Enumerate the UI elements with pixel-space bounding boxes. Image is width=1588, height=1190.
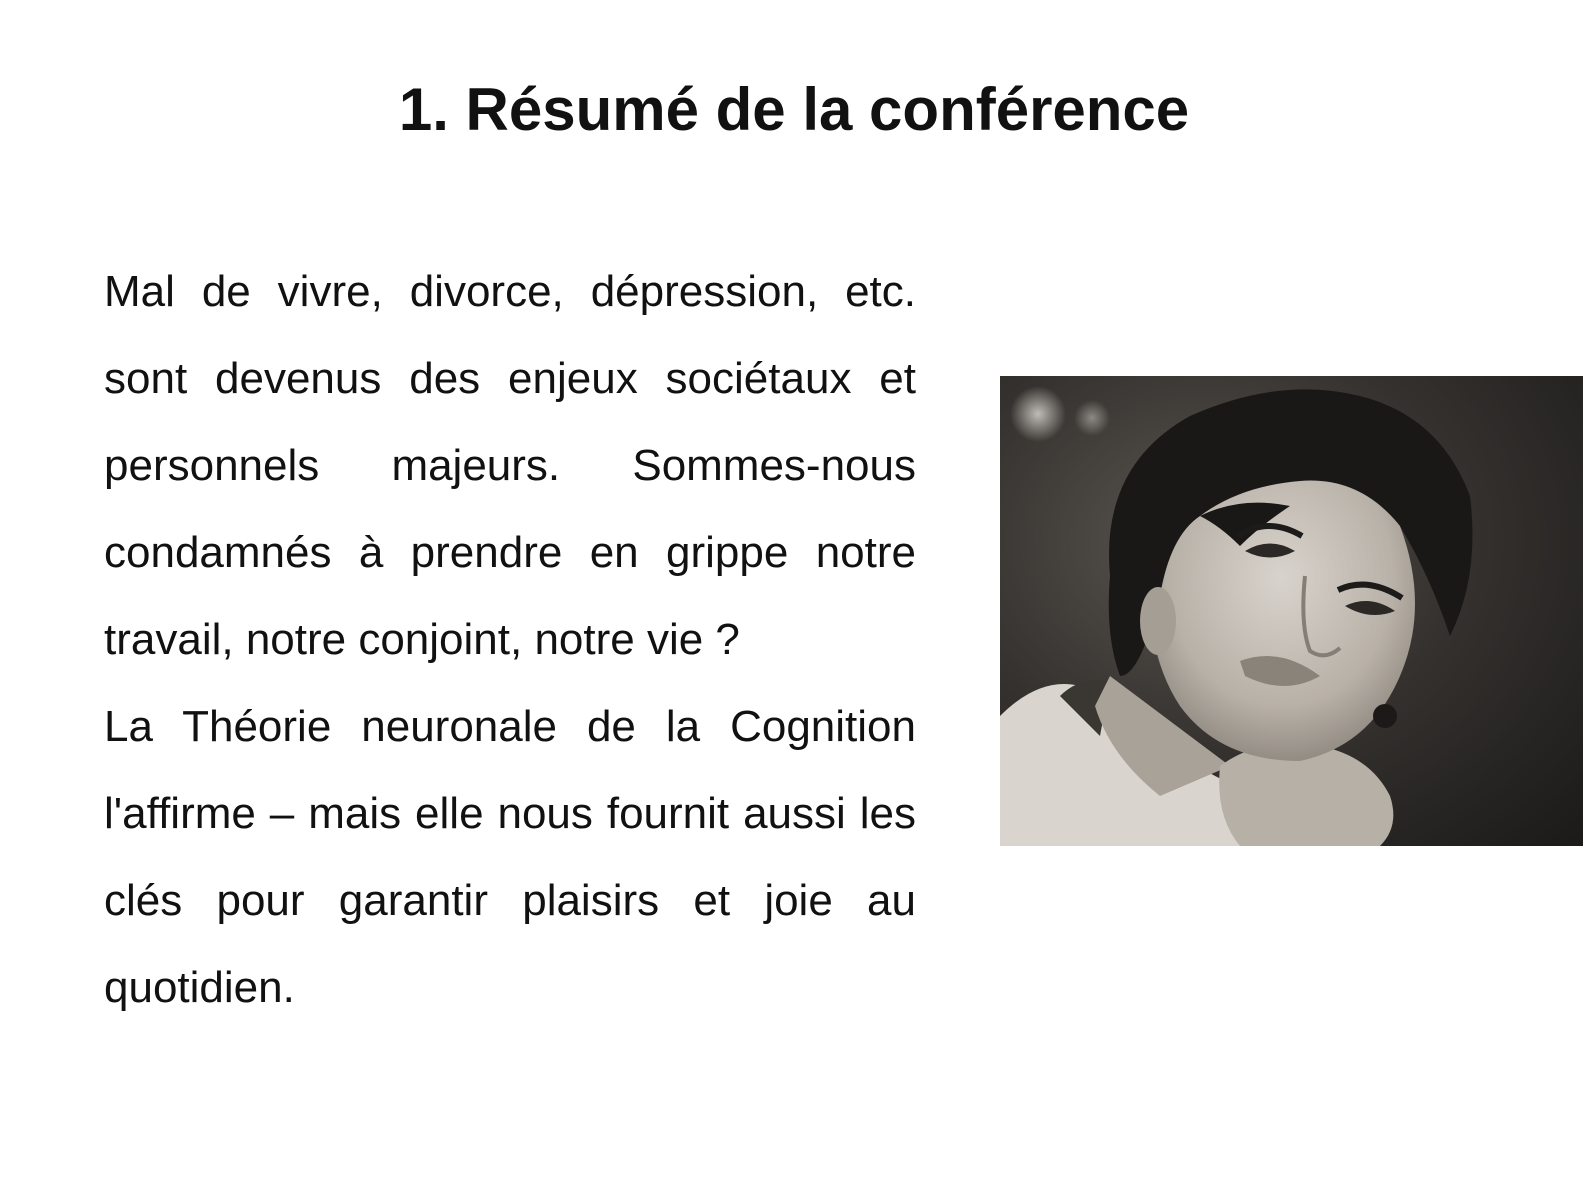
body-text — [104, 248, 916, 1031]
portrait-photo — [1000, 376, 1583, 846]
portrait-illustration — [1000, 376, 1583, 846]
paragraph-2: La Théorie neuronale de la Cognition l'affirme – mais elle nous fournit aussi les clés pour garantir plaisirs et joie au quotidien. — [104, 702, 916, 1012]
slide-title: 1. Résumé de la conférence — [398, 76, 1190, 143]
paragraph-1: Mal de vivre, divorce, dépression, etc. sont devenus des enjeux sociétaux et personnels majeurs. Sommes-nous condamnés à prendre en grippe notre travail, notre conjoint, notre vie ? — [104, 267, 916, 664]
